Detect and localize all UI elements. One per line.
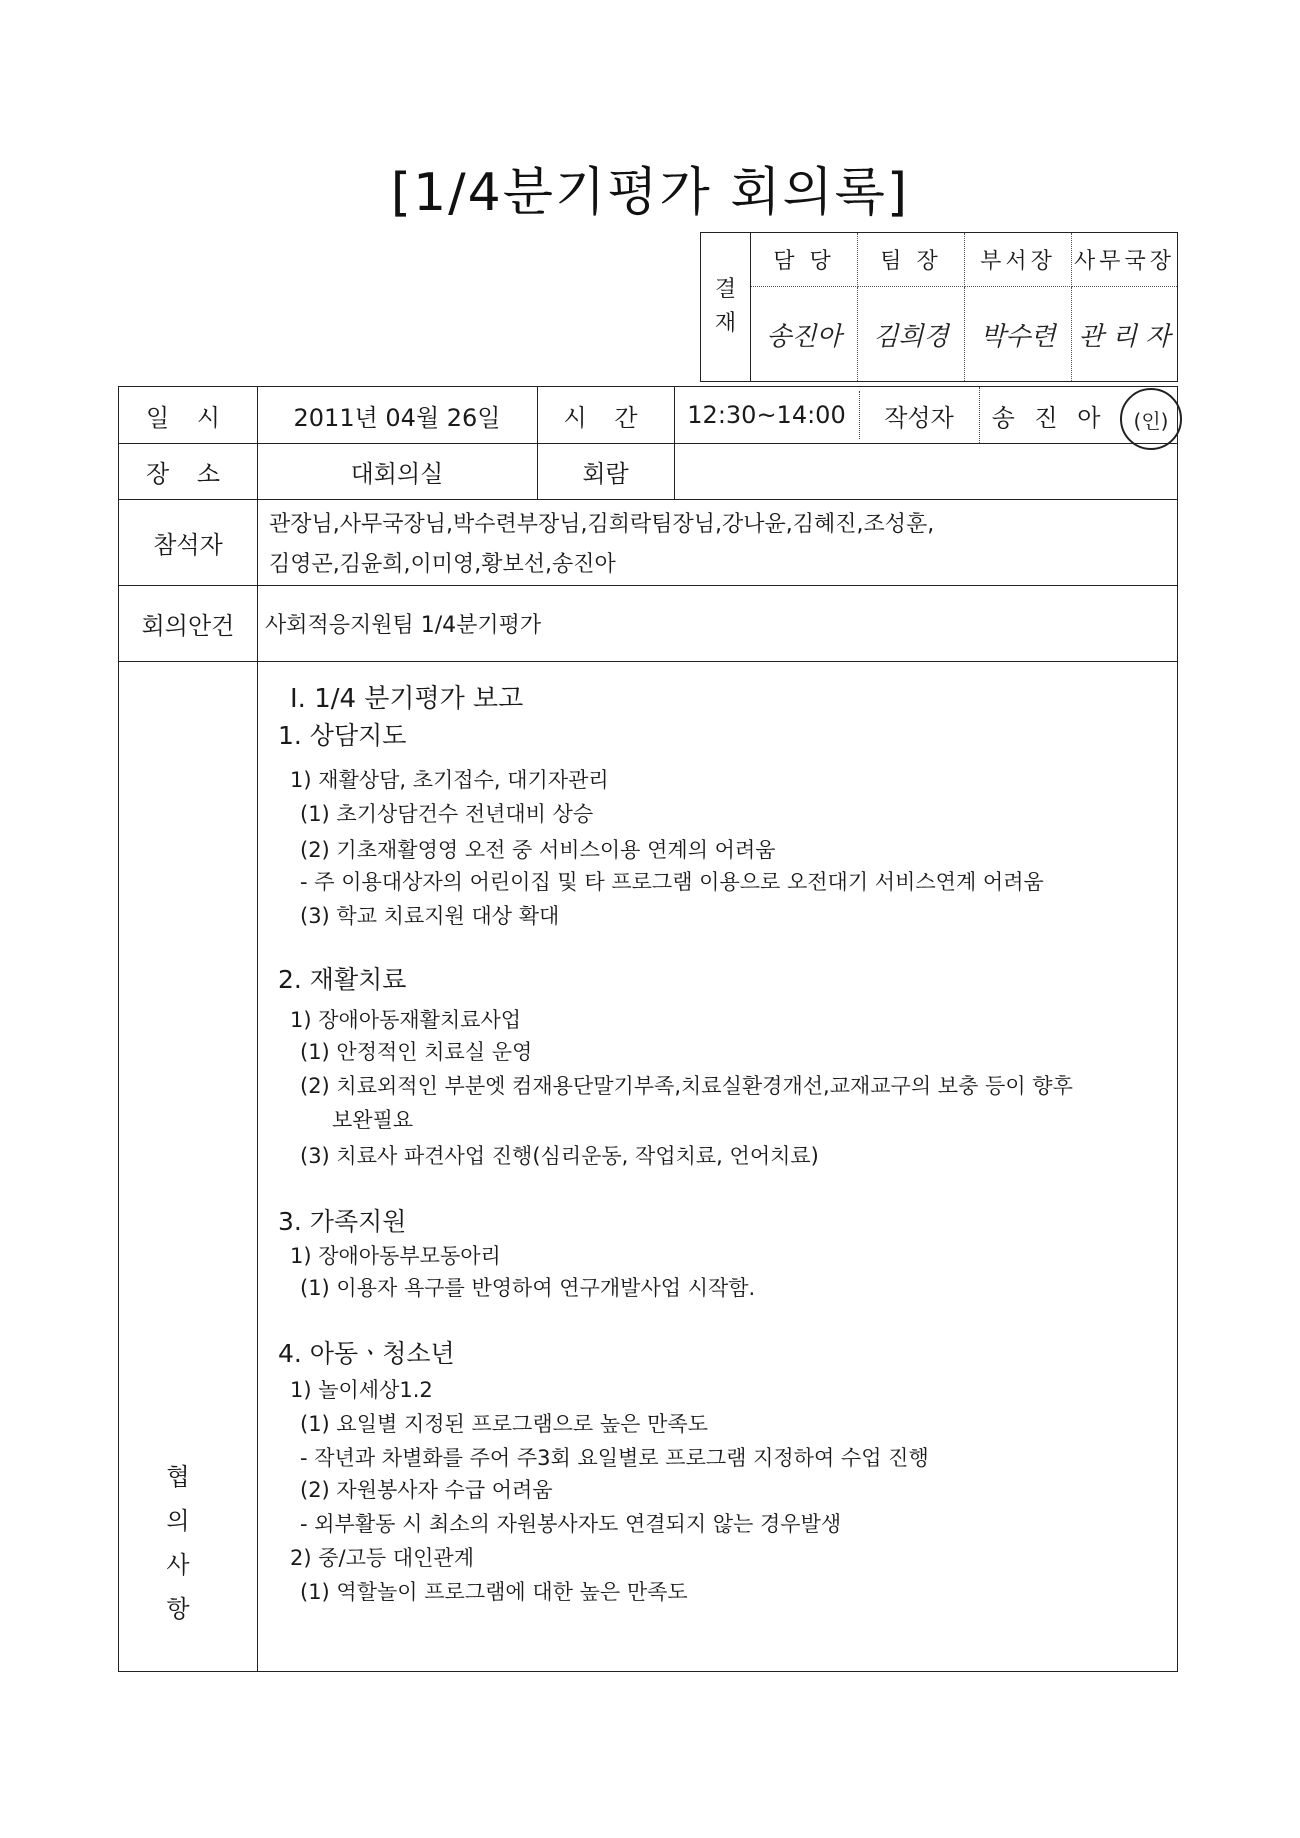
signature-manager: 송진아 bbox=[766, 321, 842, 352]
approval-box bbox=[700, 232, 1178, 382]
place-label: 장 소 bbox=[146, 459, 230, 488]
approval-label-top: 결 bbox=[714, 277, 737, 302]
author-seal: (인) bbox=[1120, 388, 1182, 450]
agenda-label: 회의안건 bbox=[141, 611, 235, 640]
discussion-item: 1) 놀이세상1.2 bbox=[290, 1378, 433, 1402]
discussion-item: - 주 이용대상자의 어린이집 및 타 프로그램 이용으로 오전대기 서비스연계 어려움 bbox=[300, 870, 1044, 894]
attendees-line-1: 관장님,사무국장님,박수련부장님,김희락팀장님,강나윤,김혜진,조성훈, bbox=[269, 511, 935, 537]
discussion-item: (3) 학교 치료지원 대상 확대 bbox=[300, 904, 560, 928]
signature-secretary-general: 관 리 자 bbox=[1078, 321, 1171, 352]
document-title: [1/4분기평가 회의록] bbox=[390, 163, 910, 223]
discussion-item: (1) 이용자 욕구를 반영하여 연구개발사업 시작함. bbox=[300, 1276, 756, 1300]
date-label: 일 시 bbox=[146, 403, 230, 432]
discussion-item: - 작년과 차별화를 주어 주3회 요일별로 프로그램 지정하여 수업 진행 bbox=[300, 1446, 929, 1470]
discussion-item: (3) 치료사 파견사업 진행(심리운동, 작업치료, 언어치료) bbox=[300, 1144, 819, 1168]
place-value: 대회의실 bbox=[350, 459, 444, 488]
discussion-heading: Ⅰ. 1/4 분기평가 보고 bbox=[290, 684, 524, 714]
discussion-item: - 외부활동 시 최소의 자원봉사자도 연결되지 않는 경우발생 bbox=[300, 1512, 842, 1536]
approval-head-manager: 담 당 bbox=[751, 233, 858, 287]
discussion-heading: 4. 아동ㆍ청소년 bbox=[278, 1339, 455, 1368]
approval-head-team-lead: 팀 장 bbox=[858, 233, 965, 287]
discussion-item: (1) 초기상담건수 전년대비 상승 bbox=[300, 802, 594, 826]
discussion-label-char: 의 bbox=[166, 1507, 190, 1535]
review-value bbox=[674, 443, 1174, 499]
discussion-item: 1) 장애아동재활치료사업 bbox=[290, 1008, 522, 1032]
attendees-label: 참석자 bbox=[153, 530, 223, 559]
minutes-table bbox=[118, 386, 1178, 1672]
time-label: 시 간 bbox=[563, 403, 648, 432]
discussion-item: 보완필요 bbox=[332, 1108, 414, 1132]
approval-label-bottom: 재 bbox=[714, 311, 737, 336]
time-value: 12:30~14:00 bbox=[687, 401, 846, 429]
discussion-item: (2) 치료외적인 부분엣 컴재용단말기부족,치료실환경개선,교재교구의 보충 등이 향후 bbox=[300, 1074, 1073, 1098]
discussion-item: 2) 중/고등 대인관계 bbox=[290, 1546, 474, 1570]
signature-team-lead: 김희경 bbox=[873, 321, 949, 352]
attendees-line-2: 김영곤,김윤희,이미영,황보선,송진아 bbox=[269, 551, 616, 577]
author-value: 송 진 아 bbox=[991, 403, 1107, 432]
signature-dept-head: 박수련 bbox=[980, 321, 1056, 352]
discussion-label-char: 사 bbox=[166, 1551, 190, 1579]
approval-head-secretary-general: 사무국장 bbox=[1072, 233, 1177, 287]
discussion-heading: 2. 재활치료 bbox=[278, 965, 407, 994]
author-label: 작성자 bbox=[884, 403, 954, 432]
discussion-label-char: 항 bbox=[166, 1595, 190, 1623]
discussion-item: 1) 장애아동부모동아리 bbox=[290, 1244, 501, 1268]
discussion-item: (2) 자원봉사자 수급 어려움 bbox=[300, 1478, 553, 1502]
approval-head-dept-head: 부서장 bbox=[965, 233, 1072, 287]
discussion-item: (1) 요일별 지정된 프로그램으로 높은 만족도 bbox=[300, 1412, 708, 1436]
discussion-label-char: 협 bbox=[166, 1463, 190, 1491]
discussion-item: (2) 기초재활영영 오전 중 서비스이용 연계의 어려움 bbox=[300, 838, 776, 862]
review-label: 회람 bbox=[582, 459, 629, 488]
discussion-item: 1) 재활상담, 초기접수, 대기자관리 bbox=[290, 768, 609, 792]
date-value: 2011년 04월 26일 bbox=[293, 403, 501, 432]
discussion-item: (1) 역할놀이 프로그램에 대한 높은 만족도 bbox=[300, 1580, 688, 1604]
approval-label bbox=[701, 233, 751, 381]
discussion-heading: 3. 가족지원 bbox=[278, 1207, 407, 1236]
discussion-heading: 1. 상담지도 bbox=[278, 721, 407, 750]
discussion-item: (1) 안정적인 치료실 운영 bbox=[300, 1040, 533, 1064]
discussion-label bbox=[119, 1455, 237, 1631]
agenda-value: 사회적응지원팀 1/4분기평가 bbox=[265, 612, 542, 638]
